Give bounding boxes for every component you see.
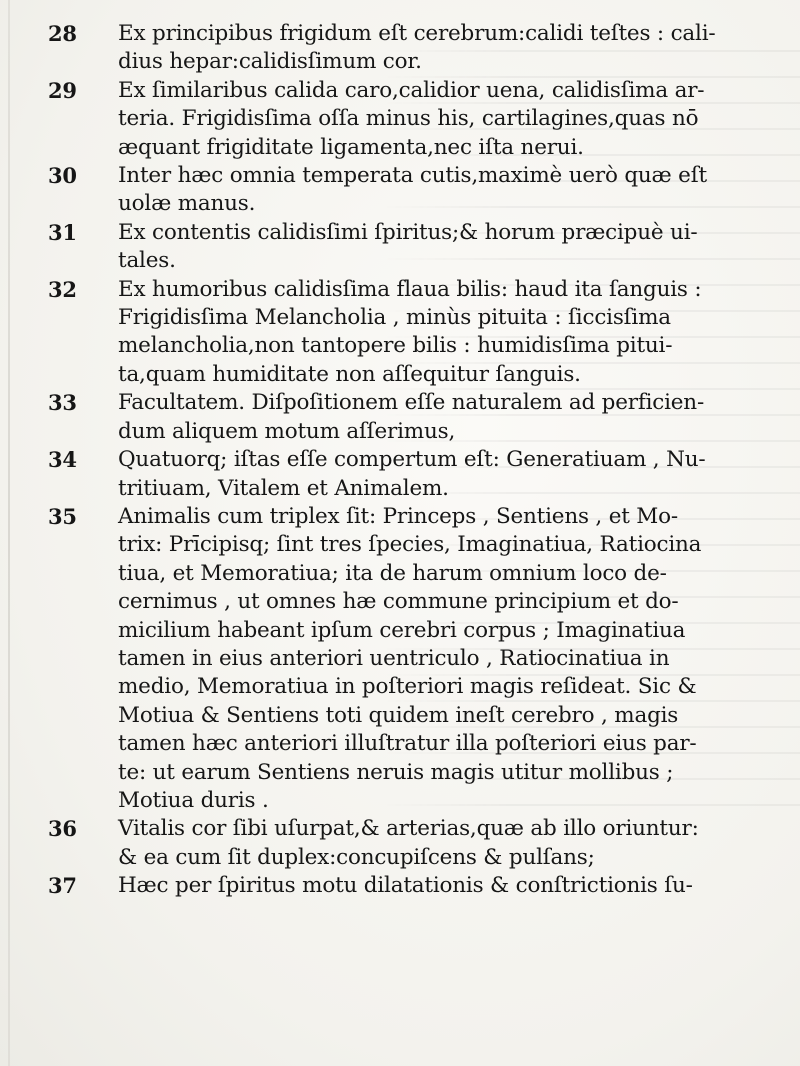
text-line: Quatuorq; iſtas eſſe compertum eſt: Generatiuam , Nu- bbox=[118, 447, 706, 473]
text-line: æquant frigiditate ligamenta,nec iſta nerui. bbox=[118, 134, 584, 160]
aphorism-number: 37 bbox=[48, 873, 77, 899]
text-line: Animalis cum triplex ſit: Princeps , Sentiens , et Mo- bbox=[118, 503, 678, 529]
text-line: Vitalis cor ſibi uſurpat,& arterias,quæ ab illo oriuntur: bbox=[118, 816, 699, 842]
aphorism-entry bbox=[48, 446, 718, 503]
text-line: tamen hæc anteriori illuſtratur illa poſteriori eius par- bbox=[118, 731, 697, 757]
text-line: Motiua duris . bbox=[118, 787, 269, 813]
aphorism-number: 36 bbox=[48, 816, 77, 842]
text-line: Facultatem. Diſpoſitionem eſſe naturalem ad perficien- bbox=[118, 390, 705, 416]
aphorism-entry bbox=[48, 219, 718, 276]
text-line: melancholia,non tantopere bilis : humidisſima pitui- bbox=[118, 333, 673, 359]
aphorism-entry bbox=[48, 162, 718, 219]
text-line: Ex principibus frigidum eſt cerebrum:calidi teſtes : cali- bbox=[118, 21, 716, 46]
text-line: trix: Prīcipisq; ſint tres ſpecies, Imaginatiua, Ratiocina bbox=[118, 532, 702, 558]
text-line: Frigidisſima Melancholia , minùs pituita : ſiccisſima bbox=[118, 305, 671, 331]
text-line: tamen in eius anteriori uentriculo , Ratiocinatiua in bbox=[118, 645, 670, 671]
aphorism-number: 34 bbox=[48, 447, 77, 473]
aphorism-entry bbox=[48, 872, 718, 900]
text-line: cernimus , ut omnes hæ commune principium et do- bbox=[118, 589, 679, 615]
aphorism-number: 32 bbox=[48, 276, 77, 302]
text-line: Hæc per ſpiritus motu dilatationis & conſtrictionis ſu- bbox=[118, 873, 693, 899]
aphorism-entry bbox=[48, 389, 718, 446]
text-line: dum aliquem motum aſſerimus, bbox=[118, 418, 456, 444]
aphorism-number: 29 bbox=[48, 77, 77, 103]
text-line: tiua, et Memoratiua; ita de harum omnium loco de- bbox=[118, 560, 667, 586]
aphorism-entry bbox=[48, 815, 718, 872]
text-line: & ea cum ſit duplex:concupiſcens & pulſans; bbox=[118, 844, 595, 870]
aphorism-entry bbox=[48, 20, 718, 77]
aphorism-entry bbox=[48, 503, 718, 815]
aphorism-number: 30 bbox=[48, 163, 77, 189]
aphorism-number: 31 bbox=[48, 219, 77, 245]
text-line: dius hepar:calidisſimum cor. bbox=[118, 49, 422, 75]
aphorism-entry bbox=[48, 276, 718, 390]
text-line: teria. Frigidisſima oſſa minus his, cartilagines,quas nō bbox=[118, 106, 699, 132]
text-line: uolæ manus. bbox=[118, 191, 256, 217]
text-block bbox=[48, 20, 718, 901]
text-line: Ex ſimilaribus calida caro,calidior uena, calidisſima ar- bbox=[118, 77, 705, 103]
text-line: micilium habeant ipſum cerebri corpus ; Imaginatiua bbox=[118, 617, 686, 643]
aphorism-number: 35 bbox=[48, 503, 77, 529]
page-gutter bbox=[8, 0, 10, 1066]
text-line: tales. bbox=[118, 248, 176, 274]
text-line: te: ut earum Sentiens neruis magis utitur mollibus ; bbox=[118, 759, 674, 785]
aphorism-number: 33 bbox=[48, 390, 77, 416]
aphorism-number: 28 bbox=[48, 21, 77, 46]
aphorism-entry bbox=[48, 77, 718, 162]
text-line: Ex humoribus calidisſima flaua bilis: haud ita ſanguis : bbox=[118, 276, 702, 302]
text-line: tritiuam, Vitalem et Animalem. bbox=[118, 475, 449, 501]
text-line: medio, Memoratiua in poſteriori magis reſideat. Sic & bbox=[118, 674, 697, 700]
text-line: Motiua & Sentiens toti quidem ineſt cerebro , magis bbox=[118, 702, 679, 728]
text-line: Inter hæc omnia temperata cutis,maximè uerò quæ eſt bbox=[118, 163, 707, 189]
text-line: Ex contentis calidisſimi ſpiritus;& horum præcipuè ui- bbox=[118, 219, 698, 245]
text-line: ta,quam humiditate non aſſequitur ſanguis. bbox=[118, 361, 581, 387]
